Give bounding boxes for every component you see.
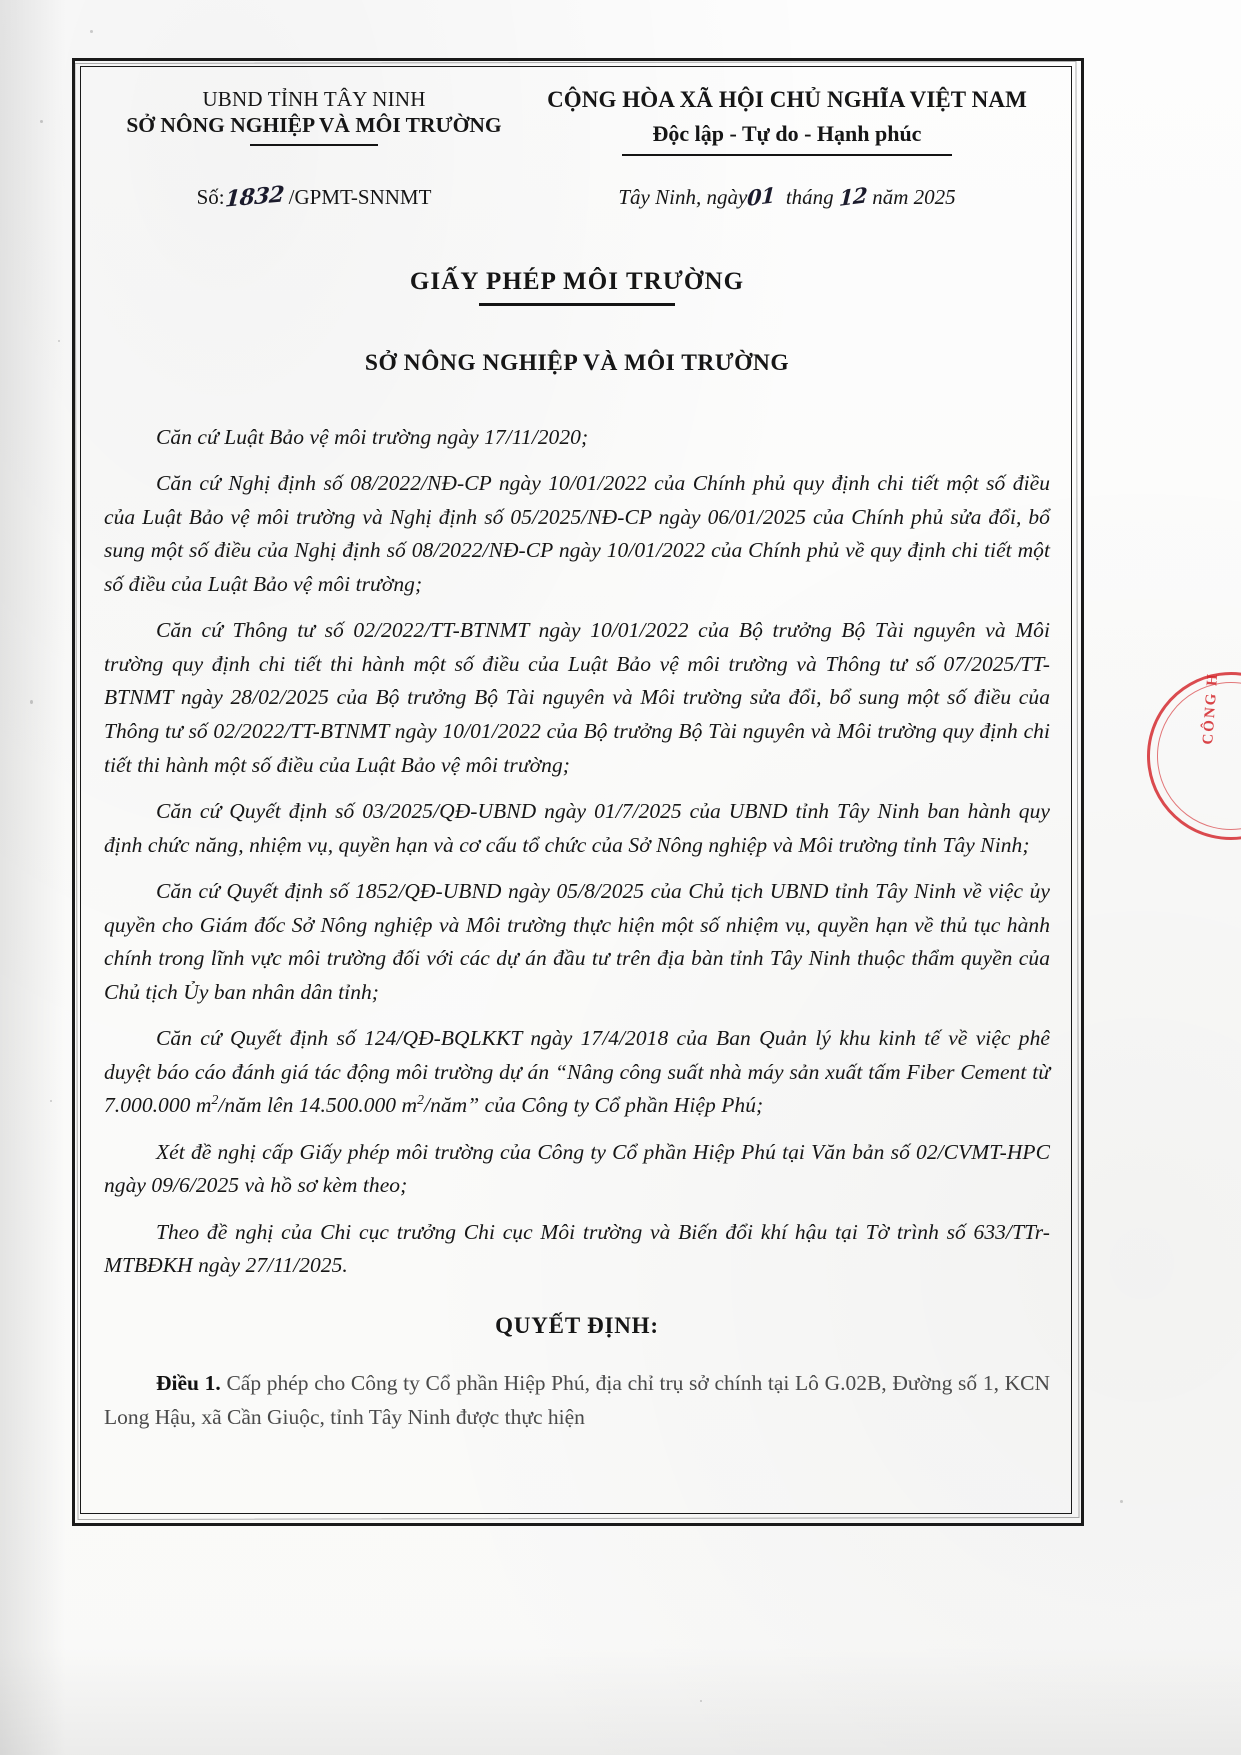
document-content xyxy=(104,78,1050,1434)
national-motto-line: Độc lập - Tự do - Hạnh phúc xyxy=(652,120,922,146)
scan-edge-shadow-left xyxy=(0,0,66,1755)
province-authority-line: UBND TỈNH TÂY NINH xyxy=(202,87,426,111)
issuing-authority-block xyxy=(104,86,524,146)
year-value: 2025 xyxy=(913,185,956,210)
place-date-line xyxy=(618,184,955,210)
scan-speck xyxy=(30,700,33,704)
decision-heading: QUYẾT ĐỊNH: xyxy=(495,1312,659,1338)
month-label: tháng xyxy=(785,185,834,210)
document-meta-row xyxy=(104,181,1050,213)
scan-edge-shadow-bottom xyxy=(0,1645,1241,1755)
document-number-line xyxy=(196,181,432,213)
national-heading-block xyxy=(524,86,1050,156)
official-seal-stamp xyxy=(1136,661,1241,851)
capacity-text-part2: /năm lên 14.500.000 m xyxy=(218,1093,418,1118)
square-meter-exponent: 2 xyxy=(417,1092,425,1108)
scan-speck xyxy=(90,30,93,33)
scan-speck xyxy=(40,120,43,123)
document-number-suffix: /GPMT-SNNMT xyxy=(288,185,432,210)
capacity-text-part1: Căn cứ Quyết định số 124/QĐ-BQLKKT ngày 17/4/2018 của Ban Quản lý khu kinh tế về việc phê duyệt báo cáo đánh giá tác động môi trường dự án “Nâng công suất nhà máy sản xuất tấm Fiber Cement từ 7.000.000 m xyxy=(104,1026,1050,1118)
letterhead-rule-left xyxy=(250,144,378,147)
month-handwritten: 12 xyxy=(838,182,868,212)
year-label: năm xyxy=(872,185,909,210)
place-date-block xyxy=(524,184,1050,210)
title-underline xyxy=(479,303,675,306)
application-reference-paragraph: Xét đề nghị cấp Giấy phép môi trường của Công ty Cổ phần Hiệp Phú tại Văn bản số 02/CVMT-HPC ngày 09/6/2025 và hồ sơ kèm theo; xyxy=(104,1139,1050,1198)
letterhead xyxy=(104,86,1050,156)
department-name-line: SỞ NÔNG NGHIỆP VÀ MÔI TRƯỜNG xyxy=(126,113,502,138)
legal-basis-paragraph: Căn cứ Luật Bảo vệ môi trường ngày 17/11/2020; xyxy=(156,424,589,449)
document-number-block xyxy=(104,181,524,213)
legal-basis-section xyxy=(104,421,1050,1283)
article-1-label: Điều 1. xyxy=(156,1370,221,1395)
article-1 xyxy=(104,1367,1050,1434)
scan-speck xyxy=(700,1700,702,1702)
legal-basis-paragraph: Căn cứ Nghị định số 08/2022/NĐ-CP ngày 10/01/2022 của Chính phủ quy định chi tiết một số điều của Luật Bảo vệ môi trường và Nghị định số 05/2025/NĐ-CP ngày 06/01/2025 của Chính phủ sửa đổi, bổ sung một số điều của Nghị định số 08/2022/NĐ-CP ngày 10/01/2022 của Chính phủ về quy định chi tiết một số điều của Luật Bảo vệ môi trường; xyxy=(104,471,1050,596)
article-1-text: Cấp phép cho Công ty Cổ phần Hiệp Phú, địa chỉ trụ sở chính tại Lô G.02B, Đường số 1, KCN Long Hậu, xã Cần Giuộc, tỉnh Tây Ninh được thực hiện xyxy=(104,1370,1051,1429)
document-number-prefix: Số: xyxy=(196,185,225,210)
page-title: GIẤY PHÉP MÔI TRƯỜNG xyxy=(409,268,745,296)
scan-speck xyxy=(1120,1500,1123,1503)
legal-basis-paragraph: Căn cứ Thông tư số 02/2022/TT-BTNMT ngày 10/01/2022 của Bộ trưởng Bộ Tài nguyên và Môi trường quy định chi tiết thi hành một số điều của Luật Bảo vệ môi trường và Thông tư số 07/2025/TT-BTNMT ngày 28/02/2025 của Bộ trưởng Bộ Tài nguyên và Môi trường sửa đổi, bổ sung một số điều của Thông tư số 02/2022/TT-BTNMT ngày 10/01/2022 của Bộ trưởng Bộ Tài nguyên và Môi trường quy định chi tiết thi hành một số điều của Luật Bảo vệ môi trường; xyxy=(104,618,1050,777)
place-and-day-label: Tây Ninh, ngày xyxy=(618,185,748,210)
country-name-line: CỘNG HÒA XÃ HỘI CHỦ NGHĨA VIỆT NAM xyxy=(547,87,1027,112)
issuing-department-title: SỞ NÔNG NGHIỆP VÀ MÔI TRƯỜNG xyxy=(364,349,790,376)
day-handwritten: 01 xyxy=(746,182,776,212)
capacity-text-part3: /năm” của Công ty Cổ phần Hiệp Phú; xyxy=(424,1093,764,1118)
legal-basis-paragraph: Căn cứ Quyết định số 1852/QĐ-UBND ngày 05/8/2025 của Chủ tịch UBND tỉnh Tây Ninh về việc ủy quyền cho Giám đốc Sở Nông nghiệp và Môi trường thực hiện một số nhiệm vụ, quyền hạn về thủ tục hành chính trong lĩnh vực môi trường đối với các dự án đầu tư trên địa bàn tỉnh Tây Ninh thuộc thẩm quyền của Chủ tịch Ủy ban nhân dân tỉnh; xyxy=(104,879,1050,1004)
document-number-handwritten: 1832 xyxy=(223,181,285,213)
official-seal-text: CÔNG H xyxy=(1199,671,1221,746)
scan-speck xyxy=(50,1100,52,1102)
legal-basis-paragraph-capacity xyxy=(104,1022,1050,1123)
letterhead-rule-right xyxy=(622,154,952,157)
square-meter-exponent: 2 xyxy=(211,1092,219,1108)
scan-speck xyxy=(58,340,60,342)
proposal-reference-paragraph: Theo đề nghị của Chi cục trưởng Chi cục Môi trường và Biến đổi khí hậu tại Tờ trình số 633/TTr-MTBĐKH ngày 27/11/2025. xyxy=(104,1219,1050,1278)
legal-basis-paragraph: Căn cứ Quyết định số 03/2025/QĐ-UBND ngày 01/7/2025 của UBND tỉnh Tây Ninh ban hành quy định chức năng, nhiệm vụ, quyền hạn và cơ cấu tổ chức của Sở Nông nghiệp và Môi trường tỉnh Tây Ninh; xyxy=(104,799,1050,857)
